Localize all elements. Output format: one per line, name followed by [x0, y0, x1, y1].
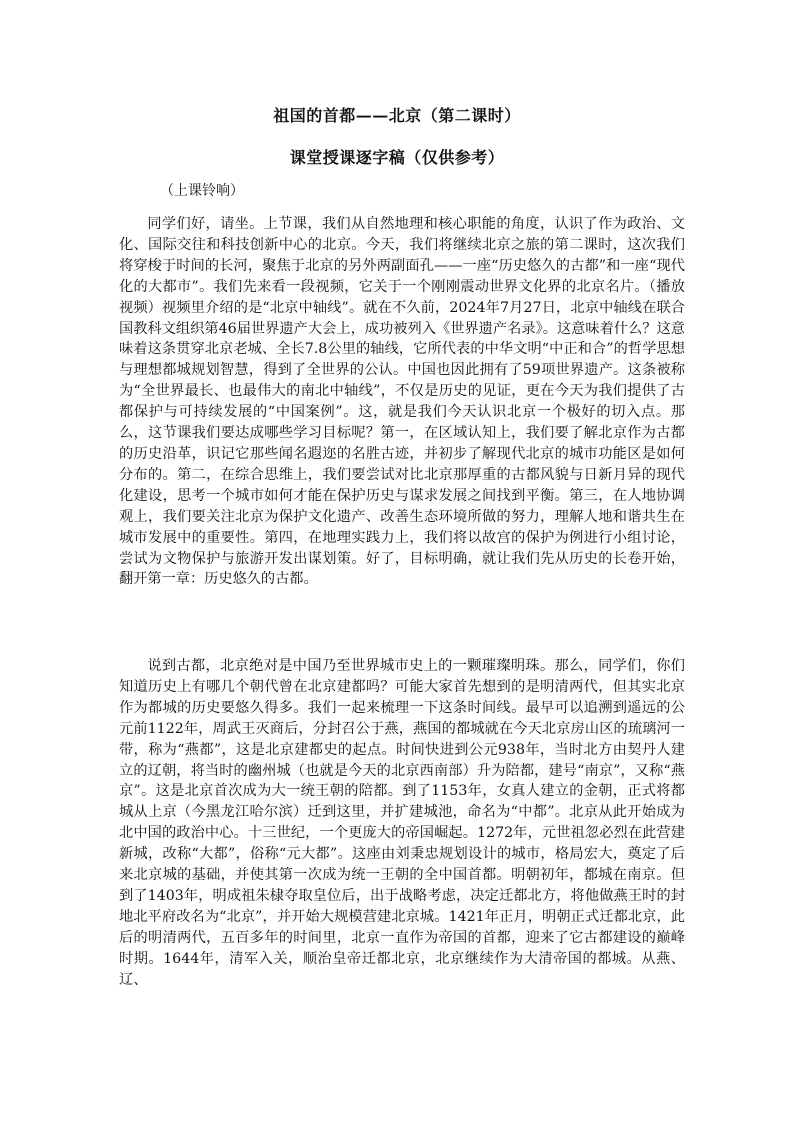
- body-paragraph: 说到古都，北京绝对是中国乃至世界城市史上的一颗璀璨明珠。那么，同学们，你们知道历史上有哪几个朝代曾在北京建都吗？可能大家首先想到的是明清两代，但其实北京作为都城的历史要悠久得多。我们一起来梳理一下这条时间线。最早可以追溯到遥远的公元前1122年，周武王灭商后，分封召公于燕，燕国的都城就在今天北京房山区的琉璃河一带，称为“燕都”，这是北京建都史的起点。时间快进到公元938年，当时北方由契丹人建立的辽朝，将当时的幽州城（也就是今天的北京西南部）升为陪都，建号“南京”，又称“燕京”。这是北京首次成为大一统王朝的陪都。到了1153年，女真人建立的金朝，正式将都城从上京（今黑龙江哈尔滨）迁到这里，并扩建城池，命名为“中都”。北京从此开始成为北中国的政治中心。十三世纪，一个更庞大的帝国崛起。1272年，元世祖忽必烈在此营建新城，改称“大都”，俗称“元大都”。这座由刘秉忠规划设计的城市，格局宏大，奠定了后来北京城的基础，并使其第一次成为统一王朝的全中国首都。明朝初年，都城在南京。但到了1403年，明成祖朱棣夺取皇位后，出于战略考虑，决定迁都北方，将他做燕王时的封地北平府改名为“北京”，并开始大规模营建北京城。1421年正月，明朝正式迁都北京，此后的明清两代，五百多年的时间里，北京一直作为帝国的首都，迎来了它古都建设的巅峰时期。1644年，清军入关，顺治皇帝迁都北京，北京继续作为大清帝国的都城。从燕、辽、: [119, 658, 685, 988]
- document-title: 祖国的首都——北京（第二课时）: [273, 106, 521, 125]
- body-paragraph: 同学们好，请坐。上节课，我们从自然地理和核心职能的角度，认识了作为政治、文化、国际交往和科技创新中心的北京。今天，我们将继续北京之旅的第二课时，这次我们将穿梭于时间的长河，聚焦于北京的另外两副面孔——一座“历史悠久的古都”和一座“现代化的大都市”。我们先来看一段视频，它关于一个刚刚震动世界文化界的北京名片。（播放视频）视频里介绍的是“北京中轴线”。就在不久前，2024年7月27日，北京中轴线在联合国教科文组织第46届世界遗产大会上，成功被列入《世界遗产名录》。这意味着什么？这意味着这条贯穿北京老城、全长7.8公里的轴线，它所代表的中华文明“中正和合”的哲学思想与理想都城规划智慧，得到了全世界的公认。中国也因此拥有了59项世界遗产。这条被称为“全世界最长、也最伟大的南北中轴线”，不仅是历史的见证，更在今天为我们提供了古都保护与可持续发展的“中国案例”。这，就是我们今天认识北京一个极好的切入点。那么，这节课我们要达成哪些学习目标呢？第一，在区域认知上，我们要了解北京作为古都的历史沿革，识记它那些闻名遐迩的名胜古迹，并初步了解现代北京的城市功能区是如何分布的。第二，在综合思维上，我们要尝试对比北京那厚重的古都风貌与日新月异的现代化建设，思考一个城市如何才能在保护历史与谋求发展之间找到平衡。第三，在人地协调观上，我们要关注北京为保护文化遗产、改善生态环境所做的努力，理解人地和谐共生在城市发展中的重要性。第四，在地理实践力上，我们将以故宫的保护为例进行小组讨论，尝试为文物保护与旅游开发出谋划策。好了，目标明确，就让我们先从历史的长卷开始，翻开第一章：历史悠久的古都。: [119, 216, 685, 588]
- document-subtitle: 课堂授课逐字稿（仅供参考）: [289, 148, 505, 167]
- stage-note: （上课铃响）: [160, 183, 244, 199]
